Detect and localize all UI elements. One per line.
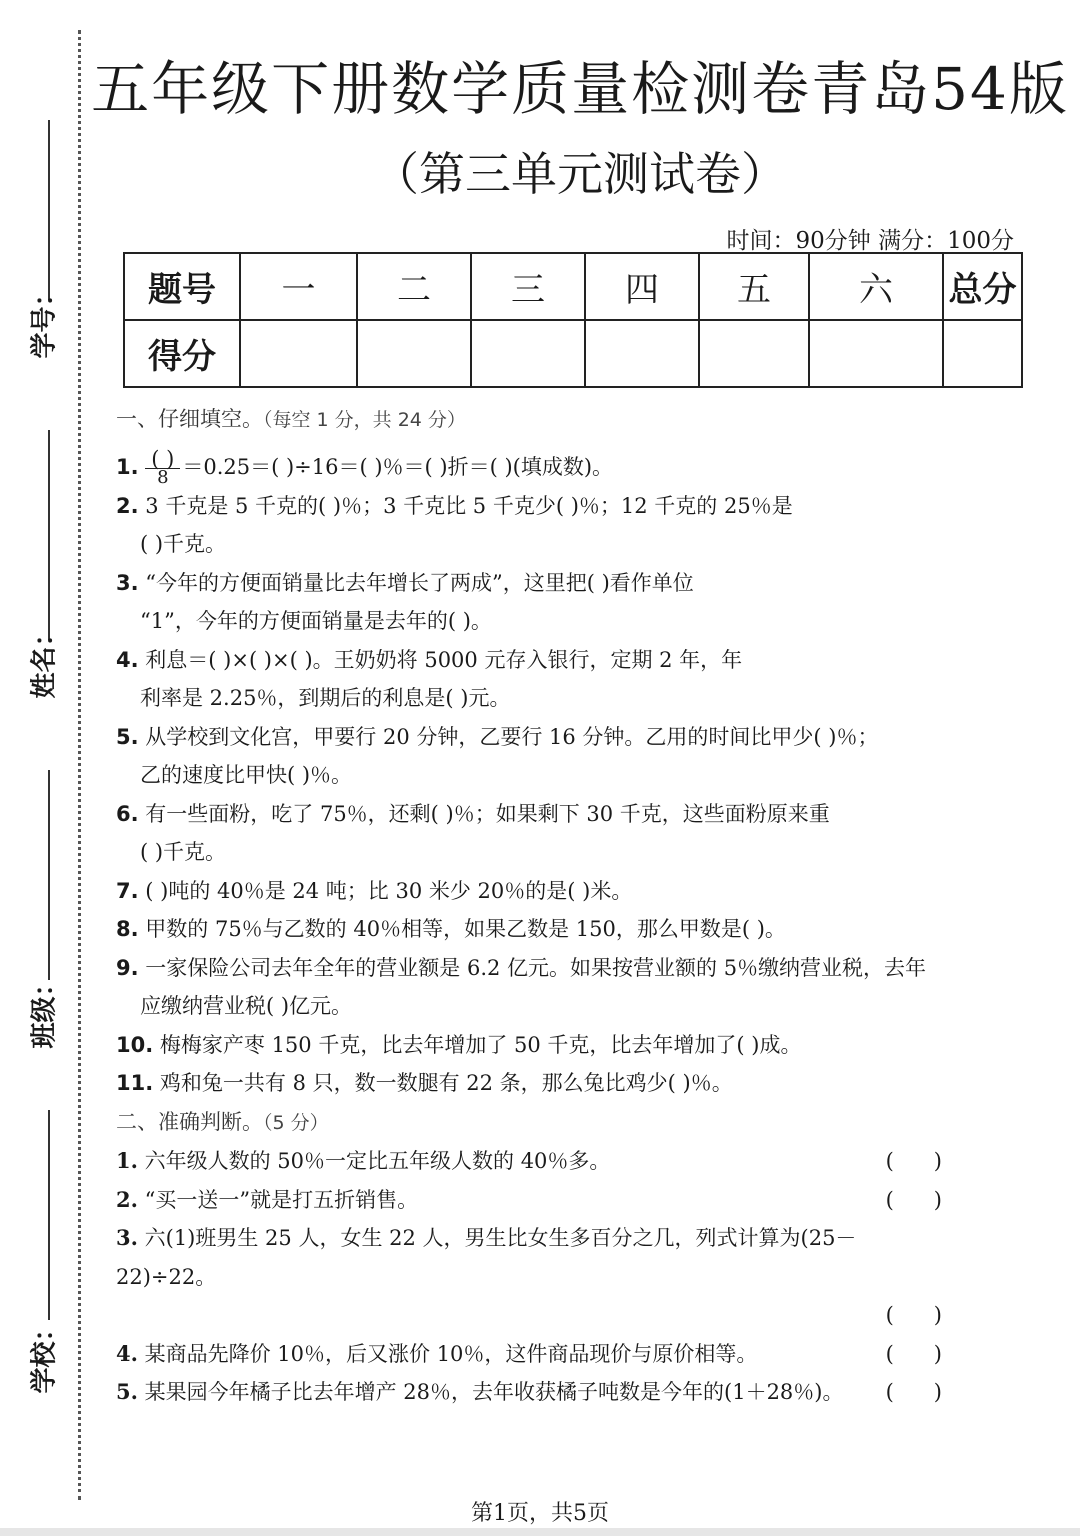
question-number: 1. xyxy=(116,454,139,479)
question-text: 甲数的 75％与乙数的 40％相等，如果乙数是 150，那么甲数是( )。 xyxy=(145,917,786,941)
question-number: 10. xyxy=(116,1032,154,1057)
question-item xyxy=(116,1026,946,1065)
answer-parentheses[interactable]: ( ) xyxy=(885,1149,942,1173)
question-text: 某果园今年橘子比去年增产 28％，去年收获橘子吨数是今年的(1＋28％)。 xyxy=(144,1380,844,1404)
question-text: 某商品先降价 10％，后又涨价 10％，这件商品现价与原价相等。 xyxy=(144,1341,758,1366)
judgment-item xyxy=(116,1181,946,1220)
section-heading xyxy=(116,400,946,440)
section-note: （5 分） xyxy=(263,1111,329,1134)
question-text-cont: 乙的速度比甲快( )％。 xyxy=(140,763,353,787)
footer-bar xyxy=(0,1528,1080,1536)
question-text: “买一送一”就是打五折销售。 xyxy=(144,1187,419,1212)
name-label: 姓名： xyxy=(29,620,60,699)
page-footer: 第1页，共5页 xyxy=(471,1501,609,1526)
question-item xyxy=(116,1064,946,1103)
student-id-line xyxy=(48,120,50,300)
score-header-cell: 题号 xyxy=(124,253,240,320)
question-text: 六(1)班男生 25 人，女生 22 人，男生比女生多百分之几，列式计算为(25－22)÷22。 xyxy=(116,1226,857,1289)
judgment-item xyxy=(116,1142,946,1181)
question-text-cont: “1”，今年的方便面销量是去年的( )。 xyxy=(140,609,492,633)
answer-parentheses[interactable]: ( ) xyxy=(885,1341,942,1366)
answer-parentheses[interactable]: ( ) xyxy=(885,1303,942,1327)
question-text: 3 千克是 5 千克的( )％；3 千克比 5 千克少( )％；12 千克的 25％是 xyxy=(145,493,793,518)
answer-parentheses[interactable]: ( ) xyxy=(885,1380,942,1404)
school-line xyxy=(48,1110,50,1320)
name-line xyxy=(48,430,50,640)
question-number: 2. xyxy=(116,493,139,518)
question-item xyxy=(116,564,946,641)
question-item xyxy=(116,718,946,795)
score-header-cell: 六 xyxy=(809,253,943,320)
question-item xyxy=(116,487,946,564)
score-header-cell: 三 xyxy=(471,253,585,320)
score-cell[interactable] xyxy=(471,320,585,387)
score-cell[interactable] xyxy=(585,320,699,387)
question-number: 4. xyxy=(116,1340,138,1366)
student-id-label: 学号： xyxy=(29,280,60,359)
question-content xyxy=(116,400,946,1412)
question-number: 9. xyxy=(116,955,139,980)
score-header-cell: 四 xyxy=(585,253,699,320)
question-number: 3. xyxy=(116,1225,138,1250)
judgment-item xyxy=(116,1335,946,1374)
score-table xyxy=(123,252,1023,388)
question-text: ＝0.25＝( )÷16＝( )％＝( )折＝( )(填成数)。 xyxy=(182,454,614,479)
question-text-cont: ( )千克。 xyxy=(140,840,227,864)
page-title: 五年级下册数学质量检测卷青岛54版 xyxy=(91,55,1069,123)
question-text: 六年级人数的 50％一定比五年级人数的 40％多。 xyxy=(144,1149,611,1173)
score-cell[interactable] xyxy=(357,320,471,387)
question-item xyxy=(116,448,946,487)
score-row-label: 得分 xyxy=(124,320,240,387)
question-text: 梅梅家产枣 150 千克，比去年增加了 50 千克，比去年增加了( )成。 xyxy=(159,1032,802,1057)
score-cell[interactable] xyxy=(809,320,943,387)
question-text: 利息＝( )×( )×( )。王奶奶将 5000 元存入银行，定期 2 年，年 xyxy=(145,647,743,672)
score-header-cell: 总分 xyxy=(943,253,1022,320)
page-subtitle: （第三单元测试卷） xyxy=(373,147,787,201)
score-cell[interactable] xyxy=(943,320,1022,387)
score-header-cell: 一 xyxy=(240,253,357,320)
question-number: 11. xyxy=(116,1071,154,1095)
question-item xyxy=(116,795,946,872)
question-text-cont: 应缴纳营业税( )亿元。 xyxy=(140,994,353,1018)
question-number: 5. xyxy=(116,724,139,749)
question-text: 鸡和兔一共有 8 只，数一数腿有 22 条，那么兔比鸡少( )％。 xyxy=(159,1071,733,1095)
question-text: ( )吨的 40％是 24 吨；比 30 米少 20％的是( )米。 xyxy=(145,878,633,903)
question-text: 从学校到文化宫，甲要行 20 分钟，乙要行 16 分钟。乙用的时间比甲少( )％； xyxy=(145,724,879,749)
question-number: 2. xyxy=(116,1186,138,1212)
school-label: 学校： xyxy=(29,1315,60,1394)
question-text: “今年的方便面销量比去年增长了两成”，这里把( )看作单位 xyxy=(145,570,694,595)
score-table-header-row xyxy=(124,253,1022,320)
score-table-score-row xyxy=(124,320,1022,387)
question-number: 7. xyxy=(116,878,139,903)
fraction xyxy=(145,446,180,488)
question-number: 4. xyxy=(116,647,139,672)
question-number: 5. xyxy=(116,1379,138,1404)
question-number: 6. xyxy=(116,801,139,826)
judgment-item xyxy=(116,1219,946,1335)
section-note: （每空 1 分，共 24 分） xyxy=(263,409,466,431)
section-heading xyxy=(116,1103,946,1143)
fraction-numerator: ( ) xyxy=(145,450,180,469)
score-cell[interactable] xyxy=(240,320,357,387)
question-number: 1. xyxy=(116,1148,138,1173)
judgment-item xyxy=(116,1373,946,1412)
question-text: 有一些面粉，吃了 75％，还剩( )％；如果剩下 30 千克，这些面粉原来重 xyxy=(145,801,830,826)
question-item xyxy=(116,872,946,911)
score-cell[interactable] xyxy=(699,320,809,387)
section-title: 二、准确判断。 xyxy=(116,1109,263,1134)
class-label: 班级： xyxy=(29,970,60,1049)
score-header-cell: 五 xyxy=(699,253,809,320)
question-item xyxy=(116,641,946,718)
question-text: 一家保险公司去年全年的营业额是 6.2 亿元。如果按营业额的 5％缴纳营业税，去年 xyxy=(145,955,927,980)
question-number: 3. xyxy=(116,570,139,595)
question-item xyxy=(116,949,946,1026)
question-text-cont: ( )千克。 xyxy=(140,532,227,556)
cut-dashed-line xyxy=(78,30,81,1500)
class-line xyxy=(48,770,50,980)
answer-parentheses[interactable]: ( ) xyxy=(885,1187,942,1212)
question-text-cont: 利率是 2.25％，到期后的利息是( )元。 xyxy=(140,686,511,710)
section-title: 一、仔细填空。 xyxy=(116,407,263,431)
question-item xyxy=(116,910,946,949)
question-number: 8. xyxy=(116,917,139,941)
binding-margin xyxy=(0,0,100,1536)
fraction-denominator: 8 xyxy=(157,466,169,488)
exam-meta: 时间：90分钟 满分：100分 xyxy=(726,228,1014,254)
score-header-cell: 二 xyxy=(357,253,471,320)
